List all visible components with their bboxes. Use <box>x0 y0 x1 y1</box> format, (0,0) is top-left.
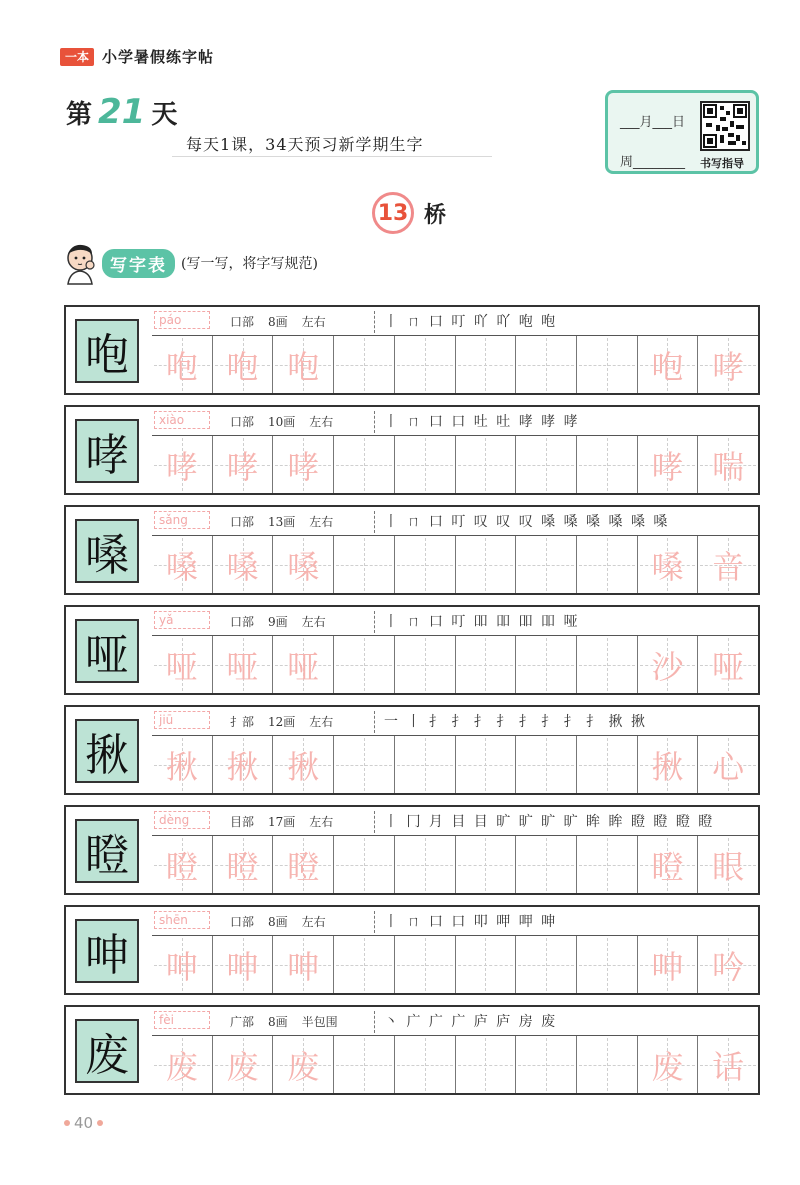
stroke-order: 丨 ㄇ 口 叮 吖 吖 咆 咆 <box>384 314 558 330</box>
char-info <box>152 509 758 535</box>
char-meta <box>230 913 340 930</box>
stroke-order: 丨 ㄇ 口 叮 叹 叹 叹 嗓 嗓 嗓 嗓 嗓 嗓 <box>384 514 670 530</box>
trace-char <box>516 336 576 393</box>
trace-char: 废 <box>651 1047 684 1086</box>
trace-char <box>516 1036 576 1093</box>
writing-cell[interactable] <box>272 436 333 493</box>
subtitle-underline <box>172 156 492 157</box>
structure: 左右 <box>301 615 326 629</box>
radical: 口部 <box>230 315 255 329</box>
divider <box>374 711 375 733</box>
structure: 左右 <box>301 315 326 329</box>
radical: 口部 <box>230 915 255 929</box>
brand-badge: 一本 <box>60 48 94 66</box>
pinyin: sǎng <box>159 513 188 527</box>
stroke-count: 8画 <box>268 1015 288 1029</box>
structure: 左右 <box>301 915 326 929</box>
radical: 目部 <box>230 815 255 829</box>
radical: 口部 <box>230 615 255 629</box>
stroke-count: 8画 <box>268 915 288 929</box>
trace-char: 哮 <box>165 447 198 486</box>
trace-char: 揪 <box>226 747 259 786</box>
writing-cell[interactable] <box>394 936 455 993</box>
trace-char <box>456 536 516 593</box>
stroke-count: 8画 <box>268 315 288 329</box>
trace-char <box>577 336 637 393</box>
divider <box>374 1011 375 1033</box>
trace-char: 嗓 <box>165 547 198 586</box>
model-char: 哑 <box>75 619 139 683</box>
date-weekday: 周________ <box>620 155 686 170</box>
writing-cell[interactable] <box>394 536 455 593</box>
writing-cell[interactable] <box>576 1036 637 1093</box>
writing-cell[interactable] <box>152 936 212 993</box>
writing-grid <box>152 636 758 693</box>
writing-cell[interactable] <box>515 736 576 793</box>
trace-char: 咆 <box>287 347 320 386</box>
writing-cell[interactable] <box>152 836 212 893</box>
trace-char: 嗓 <box>287 547 320 586</box>
writing-cell[interactable] <box>455 636 516 693</box>
trace-char: 呻 <box>287 947 320 986</box>
trace-char <box>456 736 516 793</box>
trace-char <box>516 636 576 693</box>
pinyin-box <box>154 411 210 429</box>
day-subtitle: 每天1课，34天预习新学期生字 <box>186 135 424 154</box>
trace-char <box>334 536 394 593</box>
divider <box>374 311 375 333</box>
writing-cell[interactable] <box>637 936 698 993</box>
divider <box>374 611 375 633</box>
table-row <box>64 305 760 395</box>
trace-char: 废 <box>287 1047 320 1086</box>
trace-char: 废 <box>226 1047 259 1086</box>
trace-char: 揪 <box>651 747 684 786</box>
model-char: 咆 <box>75 319 139 383</box>
trace-char <box>516 736 576 793</box>
writing-cell[interactable] <box>515 536 576 593</box>
trace-char: 瞪 <box>651 847 684 886</box>
writing-cell[interactable] <box>212 836 273 893</box>
structure: 左右 <box>309 715 334 729</box>
stroke-order: 一 丨 扌 扌 扌 扌 扌 扌 扌 扌 揪 揪 <box>384 714 647 730</box>
writing-cell[interactable] <box>272 936 333 993</box>
writing-cell[interactable] <box>212 736 273 793</box>
writing-cell[interactable] <box>697 836 758 893</box>
writing-cell[interactable] <box>333 636 394 693</box>
writing-cell[interactable] <box>333 736 394 793</box>
pinyin: xiào <box>159 413 185 427</box>
writing-cell[interactable] <box>455 736 516 793</box>
writing-grid <box>152 836 758 893</box>
trace-char <box>395 1036 455 1093</box>
writing-cell[interactable] <box>152 1036 212 1093</box>
trace-char: 音 <box>712 547 745 586</box>
trace-char <box>456 1036 516 1093</box>
writing-cell[interactable] <box>212 336 273 393</box>
stroke-count: 9画 <box>268 615 288 629</box>
trace-char: 心 <box>712 747 745 786</box>
trace-char <box>395 536 455 593</box>
writing-cell[interactable] <box>455 436 516 493</box>
trace-char: 吟 <box>712 947 745 986</box>
qr-label: 书写指导 <box>700 157 744 170</box>
section-desc: (写一写，将字写规范) <box>181 256 318 272</box>
pinyin: dèng <box>159 813 190 827</box>
char-info <box>152 1009 758 1035</box>
writing-cell[interactable] <box>333 436 394 493</box>
trace-char <box>395 336 455 393</box>
writing-cell[interactable] <box>697 736 758 793</box>
writing-grid <box>152 336 758 393</box>
char-meta <box>230 1013 352 1030</box>
trace-char <box>395 836 455 893</box>
structure: 左右 <box>309 415 334 429</box>
writing-cell[interactable] <box>697 436 758 493</box>
trace-char: 废 <box>165 1047 198 1086</box>
writing-cell[interactable] <box>515 436 576 493</box>
writing-grid <box>152 736 758 793</box>
trace-char: 哮 <box>651 447 684 486</box>
trace-char: 嗓 <box>226 547 259 586</box>
writing-cell[interactable] <box>455 536 516 593</box>
trace-char: 揪 <box>165 747 198 786</box>
trace-char: 哑 <box>165 647 198 686</box>
writing-cell[interactable] <box>394 436 455 493</box>
pinyin-box <box>154 1011 210 1029</box>
trace-char <box>334 336 394 393</box>
char-info <box>152 709 758 735</box>
stroke-order: 丨 ㄇ 口 叮 吅 吅 吅 吅 哑 <box>384 614 580 630</box>
trace-char: 眼 <box>712 847 745 886</box>
pinyin: yǎ <box>159 613 174 627</box>
writing-cell[interactable] <box>637 336 698 393</box>
writing-cell[interactable] <box>637 836 698 893</box>
pinyin: jiū <box>159 713 174 727</box>
divider <box>374 411 375 433</box>
trace-char: 咆 <box>226 347 259 386</box>
trace-char <box>577 936 637 993</box>
writing-cell[interactable] <box>637 636 698 693</box>
day-suffix: 天 <box>151 100 178 130</box>
trace-char: 哮 <box>712 347 745 386</box>
stroke-count: 10画 <box>268 415 296 429</box>
trace-char <box>516 436 576 493</box>
trace-char: 呻 <box>226 947 259 986</box>
writing-cell[interactable] <box>272 536 333 593</box>
dot-icon <box>97 1120 103 1126</box>
stroke-order: 丨 ㄇ 口 口 叩 呷 呷 呻 <box>384 914 558 930</box>
table-row <box>64 505 760 595</box>
model-char: 呻 <box>75 919 139 983</box>
trace-char <box>334 636 394 693</box>
writing-cell[interactable] <box>515 636 576 693</box>
date-box <box>605 90 759 174</box>
structure: 左右 <box>309 515 334 529</box>
kid-mascot-icon <box>60 240 106 286</box>
trace-char <box>516 936 576 993</box>
stroke-order: 丨 ㄇ 口 口 吐 吐 哮 哮 哮 <box>384 414 580 430</box>
structure: 左右 <box>309 815 334 829</box>
char-info <box>152 809 758 835</box>
writing-cell[interactable] <box>152 436 212 493</box>
day-number: 21 <box>98 92 146 132</box>
trace-char: 哮 <box>287 447 320 486</box>
writing-cell[interactable] <box>576 536 637 593</box>
writing-cell[interactable] <box>455 336 516 393</box>
writing-cell[interactable] <box>455 1036 516 1093</box>
trace-char <box>577 536 637 593</box>
writing-cell[interactable] <box>697 536 758 593</box>
writing-cell[interactable] <box>272 836 333 893</box>
writing-cell[interactable] <box>212 636 273 693</box>
model-char: 哮 <box>75 419 139 483</box>
writing-cell[interactable] <box>152 536 212 593</box>
trace-char <box>516 836 576 893</box>
trace-char <box>456 436 516 493</box>
trace-char <box>577 736 637 793</box>
writing-cell[interactable] <box>697 936 758 993</box>
pinyin-box <box>154 811 210 829</box>
trace-char <box>577 436 637 493</box>
writing-cell[interactable] <box>576 436 637 493</box>
writing-cell[interactable] <box>272 636 333 693</box>
writing-cell[interactable] <box>515 836 576 893</box>
writing-cell[interactable] <box>394 1036 455 1093</box>
page-number-text: 40 <box>74 1114 94 1132</box>
model-char: 嗓 <box>75 519 139 583</box>
writing-cell[interactable] <box>394 736 455 793</box>
table-row <box>64 905 760 995</box>
date-month-day: ___月___日 <box>620 115 686 130</box>
stroke-order: 丶 广 广 广 庐 庐 房 废 <box>384 1014 558 1030</box>
writing-cell[interactable] <box>394 636 455 693</box>
char-meta <box>230 413 347 430</box>
trace-char <box>395 436 455 493</box>
trace-char <box>456 336 516 393</box>
stroke-order: 丨 冂 月 目 目 旷 旷 旷 旷 眸 眸 瞪 瞪 瞪 瞪 <box>384 814 715 830</box>
writing-cell[interactable] <box>272 736 333 793</box>
radical: 广部 <box>230 1015 255 1029</box>
trace-char: 呻 <box>165 947 198 986</box>
writing-cell[interactable] <box>152 336 212 393</box>
day-prefix: 第 <box>66 100 93 130</box>
char-info <box>152 309 758 335</box>
writing-cell[interactable] <box>637 1036 698 1093</box>
trace-char <box>334 836 394 893</box>
char-meta <box>230 813 347 830</box>
writing-cell[interactable] <box>697 636 758 693</box>
char-meta <box>230 313 340 330</box>
divider <box>374 911 375 933</box>
pinyin-box <box>154 711 210 729</box>
trace-char: 揪 <box>287 747 320 786</box>
divider <box>374 811 375 833</box>
writing-cell[interactable] <box>515 936 576 993</box>
lesson-name: 桥 <box>424 202 447 228</box>
trace-char <box>334 936 394 993</box>
writing-cell[interactable] <box>333 1036 394 1093</box>
table-row <box>64 405 760 495</box>
writing-cell[interactable] <box>272 1036 333 1093</box>
lesson-heading <box>372 192 446 234</box>
writing-cell[interactable] <box>333 536 394 593</box>
writing-grid <box>152 436 758 493</box>
writing-cell[interactable] <box>394 336 455 393</box>
writing-cell[interactable] <box>212 536 273 593</box>
writing-cell[interactable] <box>333 836 394 893</box>
writing-cell[interactable] <box>697 336 758 393</box>
writing-cell[interactable] <box>637 536 698 593</box>
trace-char: 瞪 <box>165 847 198 886</box>
trace-char: 瞪 <box>287 847 320 886</box>
table-row <box>64 805 760 895</box>
table-row <box>64 1005 760 1095</box>
stroke-count: 13画 <box>268 515 296 529</box>
section-heading <box>60 240 318 286</box>
radical: 口部 <box>230 515 255 529</box>
char-info <box>152 609 758 635</box>
trace-char <box>456 636 516 693</box>
writing-grid <box>152 536 758 593</box>
writing-cell[interactable] <box>515 336 576 393</box>
trace-char <box>456 936 516 993</box>
writing-cell[interactable] <box>576 336 637 393</box>
writing-cell[interactable] <box>152 736 212 793</box>
writing-grid <box>152 1036 758 1093</box>
pinyin: fèi <box>159 1013 174 1027</box>
qr-code-icon[interactable] <box>700 101 750 151</box>
writing-cell[interactable] <box>394 836 455 893</box>
writing-cell[interactable] <box>152 636 212 693</box>
pinyin-box <box>154 611 210 629</box>
trace-char <box>456 836 516 893</box>
trace-char: 喘 <box>712 447 745 486</box>
pinyin-box <box>154 511 210 529</box>
char-meta <box>230 713 347 730</box>
model-char: 瞪 <box>75 819 139 883</box>
writing-cell[interactable] <box>697 1036 758 1093</box>
stroke-count: 17画 <box>268 815 296 829</box>
writing-cell[interactable] <box>576 836 637 893</box>
dot-icon <box>64 1120 70 1126</box>
brand-title: 小学暑假练字帖 <box>102 48 215 66</box>
trace-char <box>395 936 455 993</box>
writing-cell[interactable] <box>212 436 273 493</box>
pinyin-box <box>154 311 210 329</box>
trace-char: 咆 <box>165 347 198 386</box>
trace-char: 话 <box>712 1047 745 1086</box>
char-info <box>152 909 758 935</box>
model-char: 揪 <box>75 719 139 783</box>
writing-cell[interactable] <box>212 1036 273 1093</box>
writing-cell[interactable] <box>515 1036 576 1093</box>
writing-cell[interactable] <box>455 936 516 993</box>
writing-cell[interactable] <box>576 936 637 993</box>
trace-char: 哑 <box>712 647 745 686</box>
model-char: 废 <box>75 1019 139 1083</box>
trace-char: 哑 <box>226 647 259 686</box>
trace-char: 沙 <box>651 647 684 686</box>
writing-cell[interactable] <box>576 636 637 693</box>
table-row <box>64 705 760 795</box>
radical: 扌部 <box>230 715 255 729</box>
trace-char: 哮 <box>226 447 259 486</box>
trace-char: 呻 <box>651 947 684 986</box>
char-meta <box>230 613 340 630</box>
char-info <box>152 409 758 435</box>
trace-char: 咆 <box>651 347 684 386</box>
writing-cell[interactable] <box>272 336 333 393</box>
trace-char <box>334 1036 394 1093</box>
trace-char <box>395 636 455 693</box>
writing-cell[interactable] <box>455 836 516 893</box>
writing-cell[interactable] <box>212 936 273 993</box>
trace-char <box>577 1036 637 1093</box>
divider <box>374 511 375 533</box>
page-number <box>64 1114 103 1132</box>
char-meta <box>230 513 347 530</box>
pinyin: shēn <box>159 913 188 927</box>
pinyin: páo <box>159 313 182 327</box>
radical: 口部 <box>230 415 255 429</box>
writing-cell[interactable] <box>576 736 637 793</box>
day-title <box>66 92 177 132</box>
structure: 半包围 <box>301 1015 338 1029</box>
trace-char <box>334 736 394 793</box>
trace-char <box>577 636 637 693</box>
lesson-number: 13 <box>372 192 414 234</box>
writing-cell[interactable] <box>333 936 394 993</box>
stroke-count: 12画 <box>268 715 296 729</box>
writing-grid <box>152 936 758 993</box>
writing-cell[interactable] <box>637 736 698 793</box>
trace-char <box>516 536 576 593</box>
table-row <box>64 605 760 695</box>
trace-char <box>395 736 455 793</box>
trace-char <box>334 436 394 493</box>
writing-cell[interactable] <box>333 336 394 393</box>
section-title: 写字表 <box>102 249 175 278</box>
brand <box>60 46 214 67</box>
trace-char: 瞪 <box>226 847 259 886</box>
trace-char <box>577 836 637 893</box>
trace-char: 嗓 <box>651 547 684 586</box>
pinyin-box <box>154 911 210 929</box>
trace-char: 哑 <box>287 647 320 686</box>
writing-cell[interactable] <box>637 436 698 493</box>
